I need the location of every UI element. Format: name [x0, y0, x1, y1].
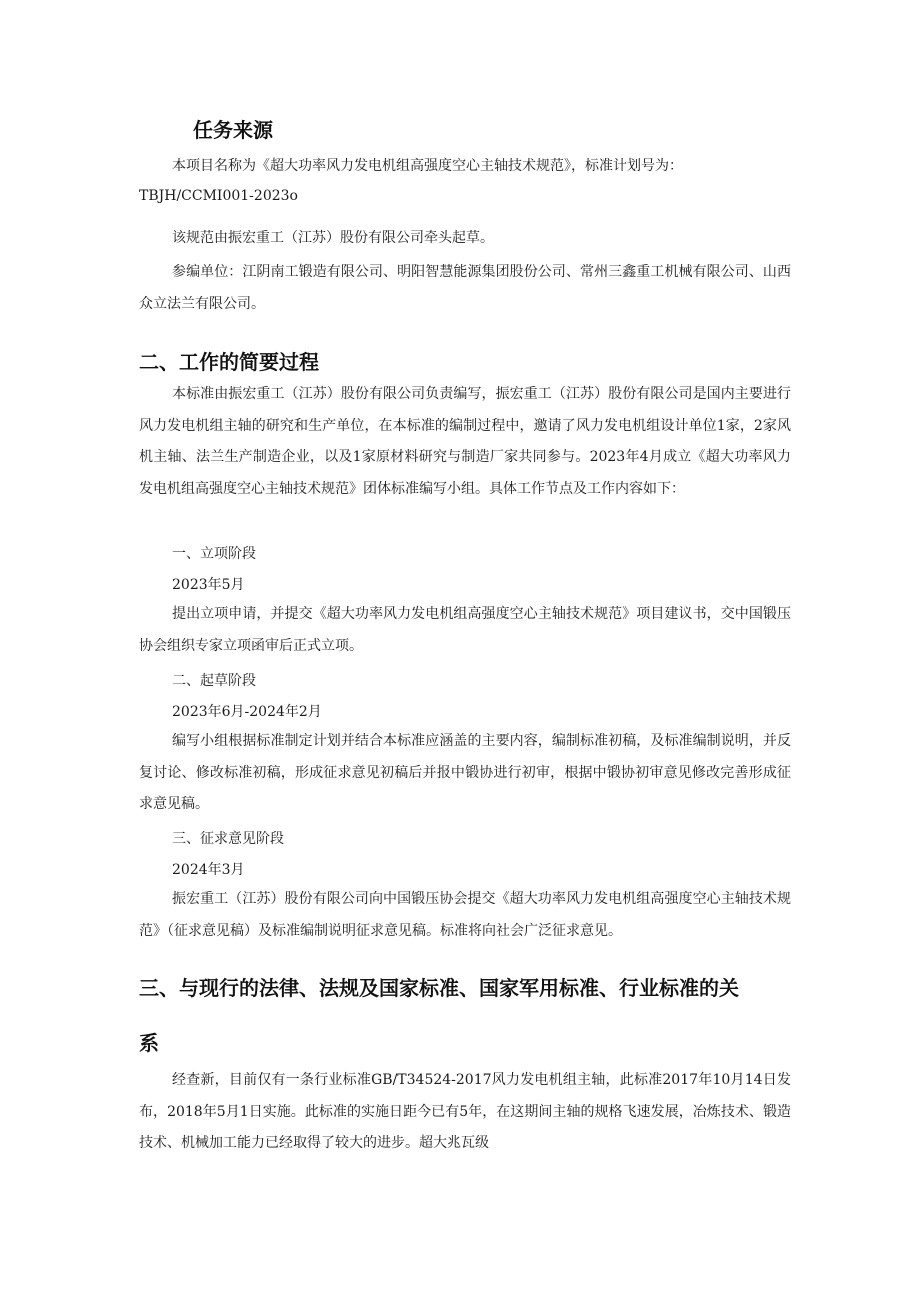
stage2-text: 编写小组根据标准制定计划并结合本标准应涵盖的主要内容，编制标准初稿，及标准编制说明，并反复讨论、修改标准初稿，形成征求意见初稿后并报中锻协进行初审，根据中锻协初审意见修改完善形成征求意见稿。 [139, 733, 791, 812]
stage3-title: 三、征求意见阶段 [172, 831, 284, 847]
paragraph-participants: 参编单位：江阴南工锻造有限公司、明阳智慧能源集团股份公司、常州三鑫重工机械有限公司、山西众立法兰有限公司。 [139, 264, 791, 312]
paragraph-project-name: 本项目名称为《超大功率风力发电机组高强度空心主轴技术规范》，标准计划号为： [172, 158, 683, 174]
section-heading-task-source: 任务来源 [193, 118, 273, 142]
stage3-date: 2024年3月 [172, 862, 245, 878]
paragraph-lead-drafter: 该规范由振宏重工（江苏）股份有限公司牵头起草。 [172, 230, 494, 246]
stage3-text: 振宏重工（江苏）股份有限公司向中国锻压协会提交《超大功率风力发电机组高强度空心主轴技术规范》（征求意见稿）及标准编制说明征求意见稿。标准将向社会广泛征求意见。 [139, 891, 791, 939]
stage1-title: 一、立项阶段 [172, 546, 256, 562]
section-heading-relation-line2: 系 [139, 1031, 159, 1055]
paragraph-relation: 经查新，目前仅有一条行业标准GB/T34524-2017风力发电机组主轴，此标准2017年10月14日发布，2018年5月1日实施。此标准的实施日距今已有5年，在这期间主轴的规格飞速发展，冶炼技术、锻造技术、机械加工能力已经取得了较大的进步。超大兆瓦级 [139, 1072, 791, 1151]
plan-number: TBJH/CCMI001-2023o [139, 188, 298, 204]
section-heading-process: 二、工作的简要过程 [139, 350, 319, 374]
stage1-text: 提出立项申请，并提交《超大功率风力发电机组高强度空心主轴技术规范》项目建议书，交中国锻压协会组织专家立项函审后正式立项。 [139, 606, 791, 654]
stage2-title: 二、起草阶段 [172, 673, 256, 689]
section-heading-relation-line1: 三、与现行的法律、法规及国家标准、国家军用标准、行业标准的关 [139, 976, 739, 1000]
stage1-date: 2023年5月 [172, 577, 245, 593]
paragraph-process-intro: 本标准由振宏重工（江苏）股份有限公司负责编写，振宏重工（江苏）股份有限公司是国内主要进行风力发电机组主轴的研究和生产单位，在本标准的编制过程中，邀请了风力发电机组设计单位1家，2家风机主轴、法兰生产制造企业，以及1家原材料研究与制造厂家共同参与。2023年4月成立《超大功率风力发电机组高强度空心主轴技术规范》团体标准编写小组。具体工作节点及工作内容如下： [139, 386, 791, 497]
stage2-date: 2023年6月-2024年2月 [172, 704, 322, 720]
